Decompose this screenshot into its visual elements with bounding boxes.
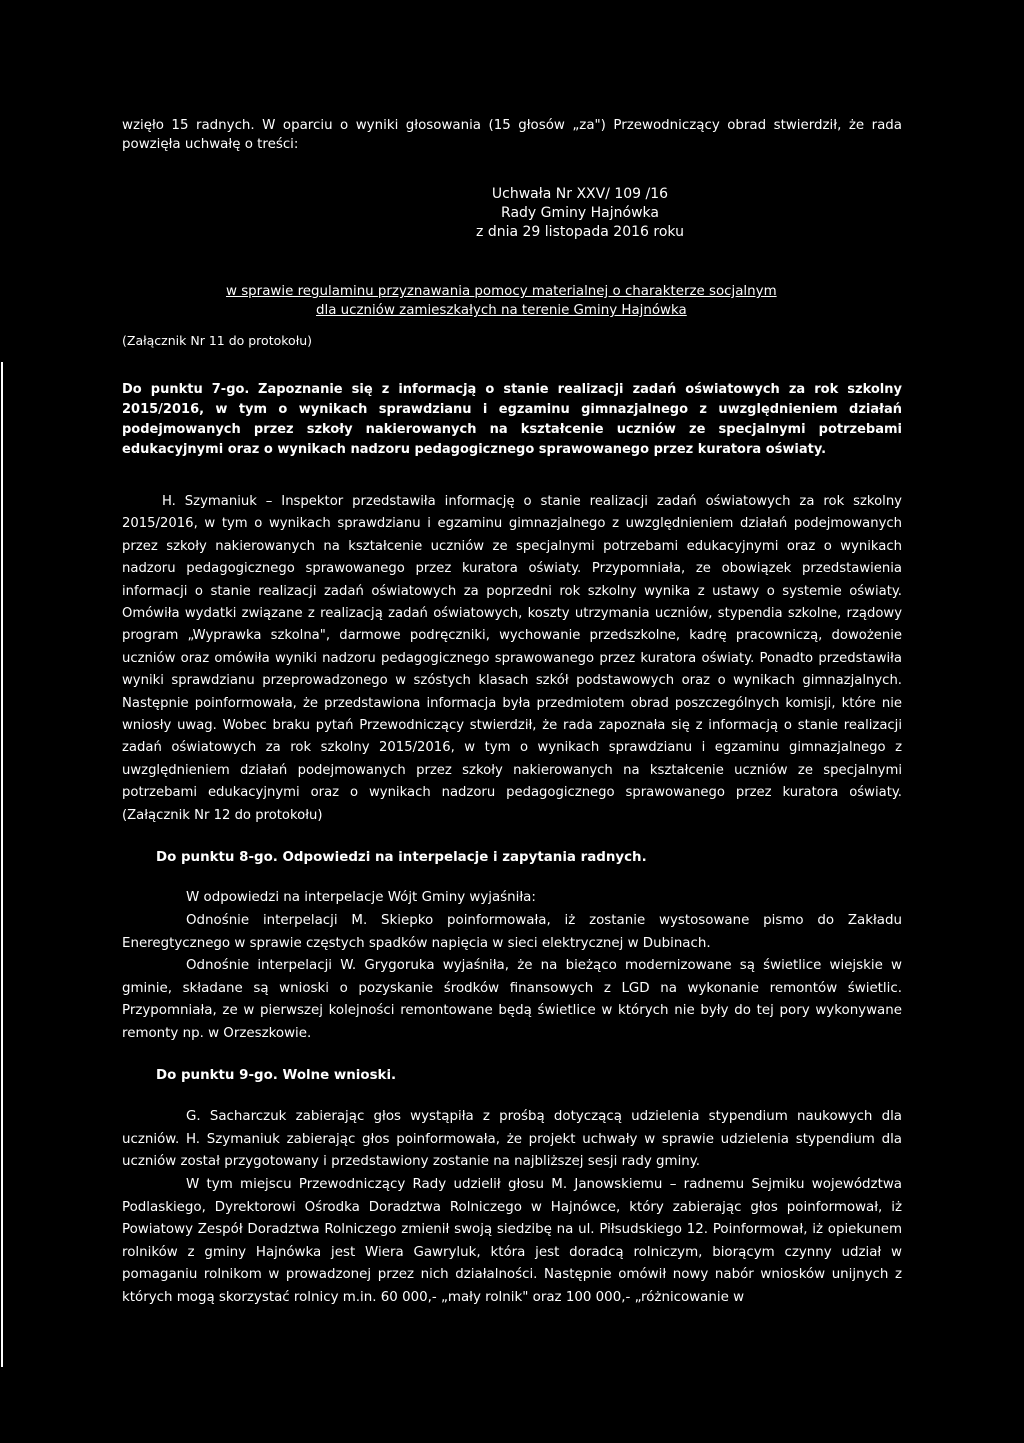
- resolution-attachment: (Załącznik Nr 11 do protokołu): [122, 333, 313, 348]
- item7-heading: Do punktu 7-go.: [122, 382, 250, 397]
- item9-paragraph-1: G. Sacharczuk zabierając głos wystąpiła z prośbą dotyczącą udzielenia stypendium naukowych dla uczniów. H. Szymaniuk zabierając głos poinformowała, że projekt uchwały w sprawie udzielenia stypendium dla uczniów został przygotowany i przedstawiony zostanie na najbliższej sesji rady gminy.: [122, 1109, 902, 1169]
- resolution-title: Uchwała Nr XXV/ 109 /16: [491, 186, 669, 202]
- intro-line-2: powzięła uchwałę o treści:: [122, 137, 299, 152]
- scan-edge-line: [1, 362, 3, 1367]
- resolution-subject-line-1: w sprawie regulaminu przyznawania pomocy materialnej o charakterze socjalnym: [226, 284, 777, 299]
- item8-answer-1: Odnośnie interpelacji M. Skiepko poinformowała, iż zostanie wystosowane pismo do Zakładu Eneregtycznego w sprawie częstych spadków napięcia w sieci elektrycznej w Dubinach.: [122, 913, 902, 951]
- resolution-body: Rady Gminy Hajnówka: [501, 205, 659, 221]
- item7-body: H. Szymaniuk – Inspektor przedstawiła informację o stanie realizacji zadań oświatowych za rok szkolny 2015/2016, w tym o wynikach sprawdzianu i egzaminu gimnazjalnego z uwzględnieniem działań podejmowanych przez szkoły nakierowanych na kształcenie uczniów ze specjalnymi potrzebami edukacyjnymi oraz o wynikach nadzoru pedagogicznego sprawowanego przez kuratora oświaty. Przypomniała, ze obowiązek przedstawienia informacji o stanie realizacji zadań oświatowych za poprzedni rok szkolny wynika z ustawy o systemie oświaty. Omówiła wydatki związane z realizacją zadań oświatowych, koszty utrzymania uczniów, stypendia szkolne, rządowy program „Wyprawka szkolna", darmowe podręczniki, wychowanie przedszkolne, kadrę pracowniczą, dowożenie uczniów oraz omówiła wyniki nadzoru pedagogicznego sprawowanego przez kuratora oświaty. Ponadto przedstawiła wyniki sprawdzianu przeprowadzonego w szóstych klasach szkół podstawowych oraz o wynikach gimnazjalnych. Następnie poinformowała, że przedstawiona informacja była przedmiotem obrad poszczególnych komisji, które nie wniosły uwag. Wobec braku pytań Przewodniczący stwierdził, że rada zapoznała się z informacją o stanie realizacji zadań oświatowych za rok szkolny 2015/2016, w tym o wynikach sprawdzianu i egzaminu gimnazjalnego z uwzględnieniem działań podejmowanych przez szkoły nakierowanych na kształcenie uczniów ze specjalnymi potrzebami edukacyjnymi oraz o wynikach nadzoru pedagogicznego sprawowanego przez kuratora oświaty. (Załącznik Nr 12 do protokołu): [122, 494, 902, 823]
- item7-heading-text: Zapoznanie się z informacją o stanie realizacji zadań oświatowych za rok szkolny 2015/2016, w tym o wynikach sprawdzianu i egzaminu gimnazjalnego z uwzględnieniem działań podejmowanych przez szkoły nakierowanych na kształcenie uczniów ze specjalnymi potrzebami edukacyjnymi oraz o wynikach nadzoru pedagogicznego sprawowanego przez kuratora oświaty.: [122, 382, 902, 457]
- item7-paragraph: [122, 380, 902, 460]
- item8-intro: W odpowiedzi na interpelacje Wójt Gminy wyjaśniła:: [186, 890, 536, 905]
- resolution-date: z dnia 29 listopada 2016 roku: [476, 224, 684, 240]
- item8-heading: Do punktu 8-go. Odpowiedzi na interpelacje i zapytania radnych.: [156, 850, 647, 865]
- item9-heading: Do punktu 9-go. Wolne wnioski.: [156, 1068, 397, 1083]
- resolution-header: [450, 185, 710, 242]
- item9-paragraph-2: W tym miejscu Przewodniczący Rady udzielił głosu M. Janowskiemu – radnemu Sejmiku województwa Podlaskiego, Dyrektorowi Ośrodka Doradztwa Rolniczego w Hajnówce, który zabierając głos poinformował, iż Powiatowy Zespół Doradztwa Rolniczego zmienił swoją siedzibę na ul. Piłsudskiego 12. Poinformował, iż opiekunem rolników z gminy Hajnówka jest Wiera Gawryluk, która jest doradcą rolniczym, biorącym czynny udział w pomaganiu rolnikom w prowadzonej przez nich działalności. Następnie omówił nowy nabór wniosków unijnych z których mogą skorzystać rolnicy m.in. 60 000,- „mały rolnik" oraz 100 000,- „różnicowanie w: [122, 1177, 902, 1305]
- resolution-subject-line-2: dla uczniów zamieszkałych na terenie Gminy Hajnówka: [316, 303, 687, 318]
- item8-answer-2: Odnośnie interpelacji W. Grygoruka wyjaśniła, że na bieżąco modernizowane są świetlice wiejskie w gminie, składane są wnioski o pozyskanie środków finansowych z LGD na wykonanie remontów świetlic. Przypomniała, ze w pierwszej kolejności remontowane będą świetlice w których nie były do tej pory wykonywane remonty np. w Orzeszkowie.: [122, 958, 902, 1041]
- intro-line-1: wzięło 15 radnych. W oparciu o wyniki głosowania (15 głosów „za") Przewodniczący obrad stwierdził, że rada: [122, 118, 902, 133]
